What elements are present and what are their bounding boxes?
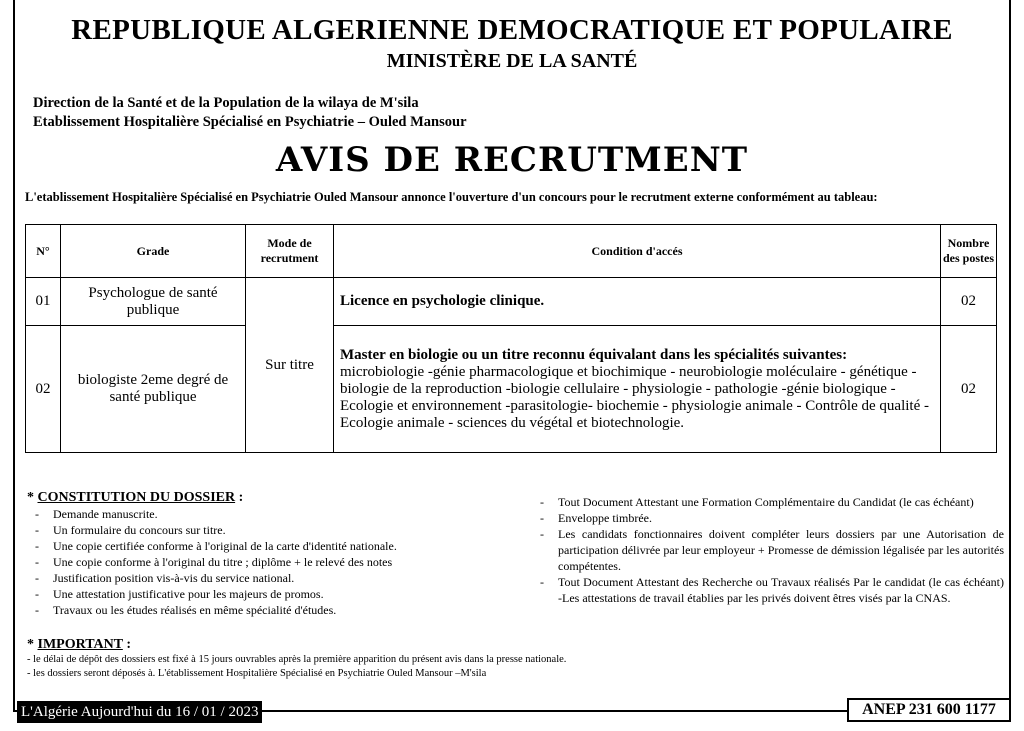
divider [318, 711, 848, 712]
dossier-item: - Une copie conforme à l'original du titre ; diplôme + le relevé des notes [27, 554, 507, 570]
condition-title: Licence en psychologie clinique. [340, 293, 545, 309]
col-grade: Grade [61, 225, 246, 278]
row-condition [334, 278, 941, 326]
republic-heading: REPUBLIQUE ALGERIENNE DEMOCRATIQUE ET POPULAIRE [71, 14, 953, 46]
ministry-heading: MINISTÈRE DE LA SANTÉ [386, 50, 638, 72]
important-line: - les dossiers seront déposés à. L'établissement Hospitalière Spécialisé en Psychiatrie Ouled Mansour –M'sila [27, 668, 487, 679]
row-grade: Psychologue de santé publique [61, 278, 246, 326]
col-no: N° [26, 225, 61, 278]
table-row [26, 278, 997, 326]
source-label: L'Algérie Aujourd'hui du 16 / 01 / 2023 [17, 701, 262, 723]
direction-line: Direction de la Santé et de la Population de la wilaya de M'sila [33, 95, 419, 111]
dossier-item: - Les candidats fonctionnaires doivent compléter leurs dossiers par une Autorisation de participation délivrée par leur employeur + Promesse de démission légalisée par les autorités compétentes. [532, 526, 1004, 574]
dossier-item: - Travaux ou les études réalisés en même spécialité d'études. [27, 602, 507, 618]
dossier-item: - Tout Document Attestant des Recherche ou Travaux réalisés Par le candidat (le cas échéant) -Les attestations de travail établies par les privés doivent êtres visés par la CNAS. [532, 574, 1004, 606]
row-grade: biologiste 2eme degré de santé publique [61, 326, 246, 453]
row-no: 02 [26, 326, 61, 453]
dossier-heading: * CONSTITUTION DU DOSSIER : [27, 490, 244, 505]
notice-title: AVIS DE RECRUTMENT [275, 140, 749, 180]
intro-text: L'etablissement Hospitalière Spécialisé en Psychiatrie Ouled Mansour annonce l'ouverture d'un concours pour le recrutment externe conformément au tableau: [25, 190, 878, 204]
dossier-item: - Enveloppe timbrée. [532, 510, 1004, 526]
dossier-item: - Tout Document Attestant une Formation Complémentaire du Candidat (le cas échéant) [532, 494, 1004, 510]
important-line: - le délai de dépôt des dossiers est fixé à 15 jours ouvrables après la première apparition du présent avis dans la presse nationale. [27, 654, 567, 665]
table-row [26, 326, 997, 453]
condition-detail: microbiologie -génie pharmacologique et biochimique - neurobiologie moléculaire - génétique -biologie de la reproduction -biologie cellulaire - physiologie - pathologie -génie biologique - Ecologie et environnement -parasitologie- biochemie - physiologie animale - Contrôle de qualité - Ecologie animale - sciences du végétal et biotechnologie. [340, 363, 929, 431]
dossier-item: - Une attestation justificative pour les majeurs de promos. [27, 586, 507, 602]
dossier-right [532, 494, 1004, 606]
table-header-row [26, 225, 997, 278]
row-posts: 02 [941, 278, 997, 326]
dossier-item: - Demande manuscrite. [27, 506, 507, 522]
important-section [27, 637, 927, 681]
important-heading: * IMPORTANT : [27, 637, 131, 652]
issuer-block [33, 94, 467, 132]
positions-table [25, 224, 997, 453]
dossier-left [27, 490, 507, 618]
anep-reference: ANEP 231 600 1177 [847, 698, 1011, 722]
dossier-item: - Un formulaire du concours sur titre. [27, 522, 507, 538]
row-no: 01 [26, 278, 61, 326]
col-condition: Condition d'accés [334, 225, 941, 278]
row-posts: 02 [941, 326, 997, 453]
col-mode: Mode de recrutment [246, 225, 334, 278]
col-posts: Nombre des postes [941, 225, 997, 278]
condition-title: Master en biologie ou un titre reconnu équivalant dans les spécialités suivantes: [340, 346, 848, 363]
row-condition [334, 326, 941, 453]
dossier-item: - Justification position vis-à-vis du service national. [27, 570, 507, 586]
establishment-line: Etablissement Hospitalière Spécialisé en Psychiatrie – Ouled Mansour [33, 114, 467, 130]
dossier-item: - Une copie certifiée conforme à l'original de la carte d'identité nationale. [27, 538, 507, 554]
row-mode: Sur titre [246, 278, 334, 453]
